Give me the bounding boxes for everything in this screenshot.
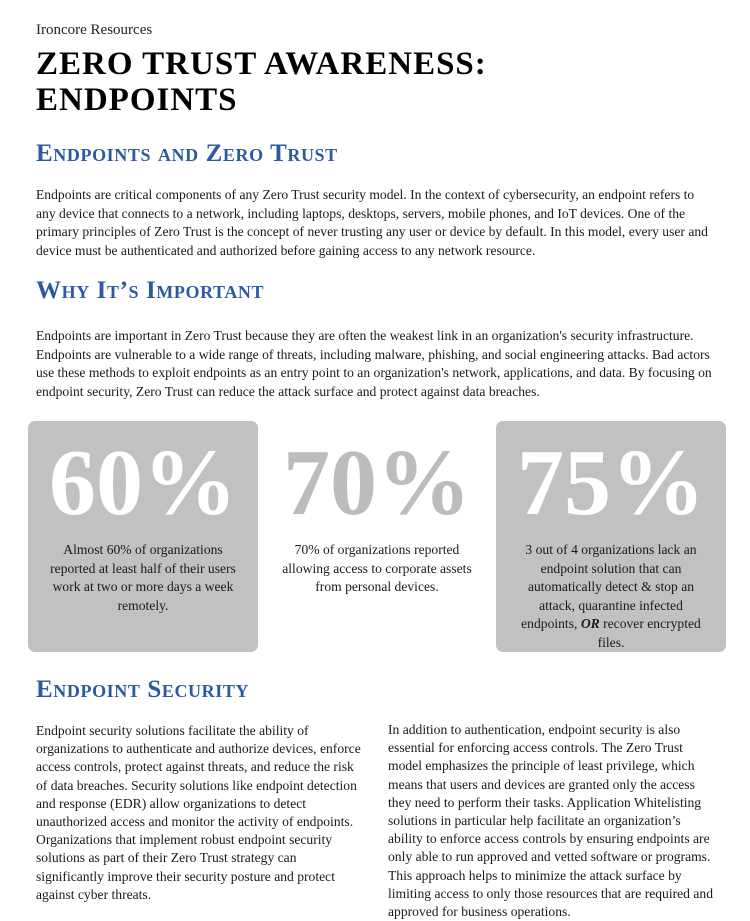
stat-description (514, 541, 708, 652)
section-body-why-important: Endpoints are important in Zero Trust because they are often the weakest link in an organization's security infrastructure. Endpoints are vulnerable to a wide range of threats, including malware, phishing, and social engineering attacks. Bad actors use these methods to exploit endpoints as an entry point to an organization's network, applications, and data. By focusing on endpoint security, Zero Trust can reduce the attack surface and protect against data breaches. (36, 328, 712, 399)
stat-description: 70% of organizations reported allowing access to corporate assets from personal devices. (282, 542, 472, 594)
section-heading-endpoints-zero-trust: Endpoints and Zero Trust (36, 140, 338, 167)
stat-card-70 (262, 421, 492, 652)
stat-card-60 (28, 421, 258, 652)
section-heading-endpoint-security: Endpoint Security (36, 676, 250, 703)
endpoint-security-column-right: In addition to authentication, endpoint security is also essential for enforcing access controls. The Zero Trust model emphasizes the principle of least privilege, which means that users and devices are granted only the access they need to perform their tasks. Application Whitelisting solutions in particular help facilitate an organization’s ability to enforce access controls by ensuring endpoints are only able to run approved and vetted software or programs. This approach helps to minimize the attack surface by limiting access to only those resources that are required and approved for business operations. (388, 722, 714, 920)
stat-number: 70% (283, 431, 471, 535)
company-name: Ironcore Resources (36, 22, 153, 38)
stat-number: 75% (517, 431, 705, 535)
section-heading-why-important: Why It’s Important (36, 277, 265, 304)
stat-number: 60% (49, 431, 237, 535)
endpoint-security-column-left: Endpoint security solutions facilitate the ability of organizations to authenticate and authorize devices, enforce access controls, protect against threats, and reduce the risk of data breaches. Security solutions like endpoint detection and response (EDR) allow organizations to detect unauthorized access and monitor the activity of endpoints. Organizations that implement robust endpoint security solutions as part of their Zero Trust strategy can significantly improve their security posture and protect against cyber threats. (36, 723, 361, 902)
section-body-endpoints-zero-trust: Endpoints are critical components of any Zero Trust security model. In the context of cybersecurity, an endpoint refers to any device that connects to a network, including laptops, desktops, servers, mobile phones, and IoT devices. One of the primary principles of Zero Trust is the concept of never trusting any user or device by default. In this model, every user and device must be authenticated and authorized before gaining access to any network resource. (36, 187, 708, 258)
stat-description-part-2: recover encrypted files. (597, 616, 701, 650)
stat-description: Almost 60% of organizations reported at least half of their users work at two or more days a week remotely. (50, 542, 236, 613)
page-title-line-2: ENDPOINTS (36, 82, 238, 118)
stat-description-part-1: 3 out of 4 organizations lack an endpoint solution that can automatically detect & stop an attack, quarantine infected endpoints, (521, 542, 697, 631)
page-title (36, 46, 487, 118)
stat-card-75 (496, 421, 726, 652)
stat-description-emphasis: OR (580, 616, 600, 631)
page-title-line-1: ZERO TRUST AWARENESS: (36, 46, 487, 82)
